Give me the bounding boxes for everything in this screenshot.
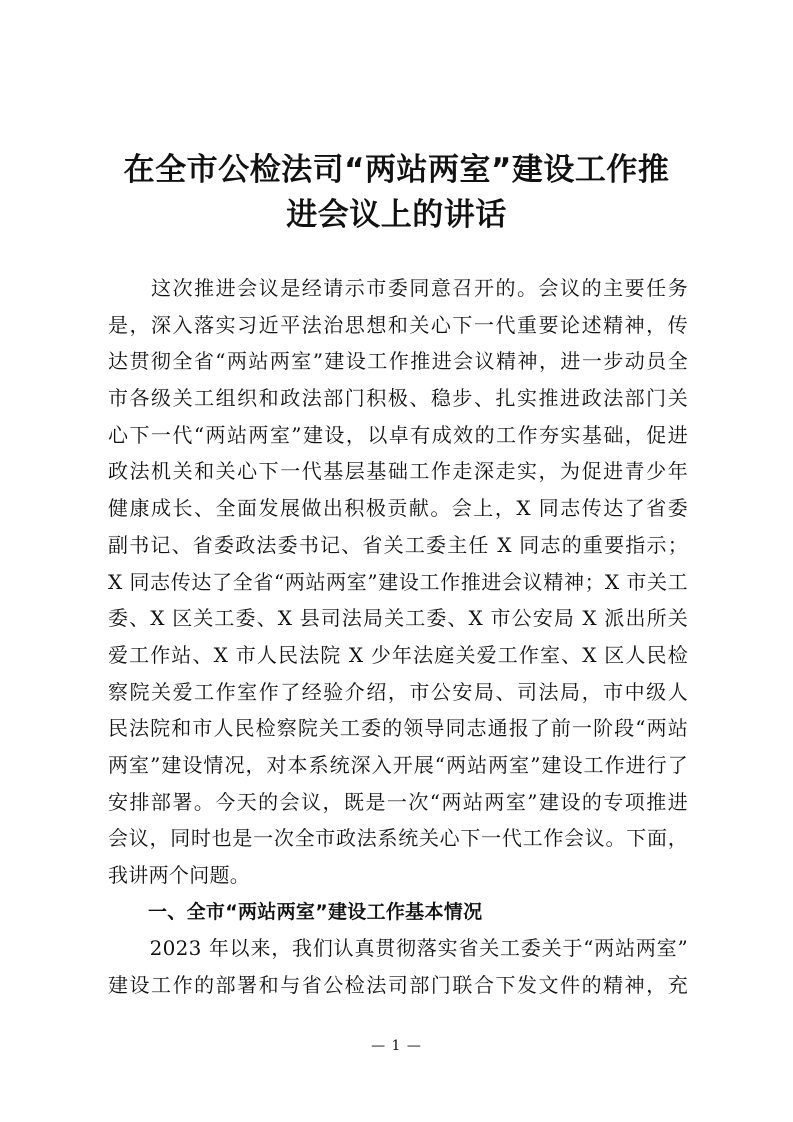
text-line: 会议，同时也是一次全市政法系统关心下一代工作会议。下面， — [108, 826, 688, 851]
text-line: 副书记、省委政法委书记、省关工委主任 X 同志的重要指示； — [108, 532, 688, 557]
text-line: 这次推进会议是经请示市委同意召开的。会议的主要任务 — [108, 276, 688, 300]
text-line: 市各级关工组织和政法部门积极、稳步、扎实推进政法部门关 — [108, 386, 688, 411]
text-line: 2023 年以来，我们认真贯彻落实省关工委关于“两站两室” — [108, 936, 688, 961]
text-line: 委、X 区关工委、X 县司法局关工委、X 市公安局 X 派出所关 — [108, 606, 688, 631]
text-line: 爱工作站、X 市人民法院 X 少年法庭关爱工作室、X 区人民检 — [108, 642, 688, 667]
text-line: 我讲两个问题。 — [108, 863, 251, 887]
paragraph-intro — [108, 270, 688, 894]
text-line: 达贯彻全省“两站两室”建设工作推进会议精神，进一步动员全 — [108, 349, 688, 374]
text-line: 两室”建设情况，对本系统深入开展“两站两室”建设工作进行了 — [108, 752, 688, 777]
text-line: 民法院和市人民检察院关工委的领导同志通报了前一阶段“两站 — [108, 716, 688, 741]
paragraph-section-1 — [108, 930, 688, 1003]
text-line: 安排部署。今天的会议，既是一次“两站两室”建设的专项推进 — [108, 789, 688, 814]
title-line-1: 在全市公检法司“两站两室”建设工作推 — [123, 152, 670, 188]
section-heading: 一、全市“两站两室”建设工作基本情况 — [148, 900, 483, 923]
text-line: 是，深入落实习近平法治思想和关心下一代重要论述精神，传 — [108, 312, 688, 337]
text-line: 健康成长、全面发展做出积极贡献。会上，X 同志传达了省委 — [108, 496, 688, 521]
page-title — [100, 148, 693, 238]
text-line: 建设工作的部署和与省公检法司部门联合下发文件的精神，充 — [108, 973, 688, 998]
document-body — [108, 270, 688, 1004]
text-line: 察院关爱工作室作了经验介绍，市公安局、司法局，市中级人 — [108, 679, 688, 704]
title-line-2: 进会议上的讲话 — [286, 197, 507, 233]
text-line: X 同志传达了全省“两站两室”建设工作推进会议精神；X 市关工 — [108, 569, 688, 594]
page-number: — 1 — — [371, 1038, 422, 1054]
text-line: 心下一代“两站两室”建设，以卓有成效的工作夯实基础，促进 — [108, 422, 688, 447]
text-line: 政法机关和关心下一代基层基础工作走深走实，为促进青少年 — [108, 459, 688, 484]
